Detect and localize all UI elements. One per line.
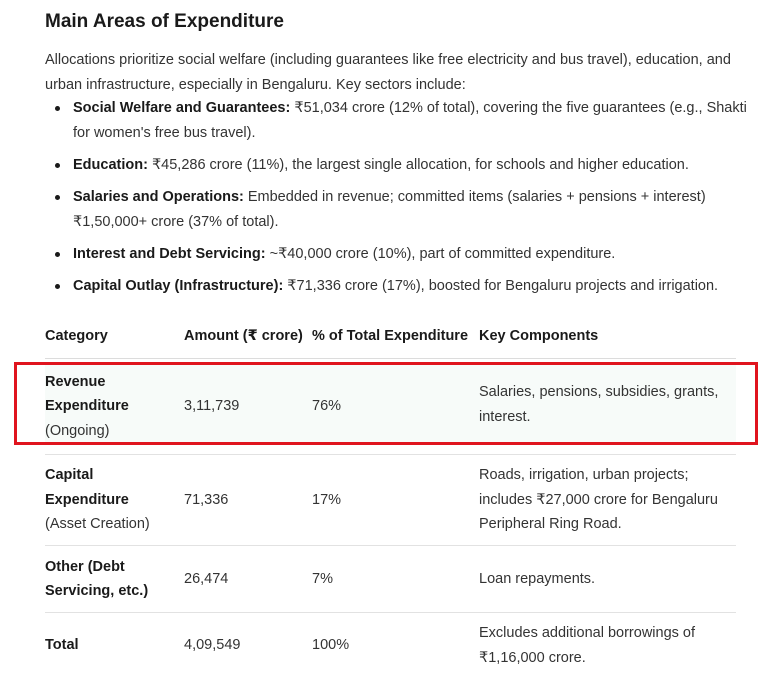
- category-name: Revenue Expenditure: [45, 373, 129, 415]
- list-item-text: ₹45,286 crore (11%), the largest single allocation, for schools and higher education.: [147, 157, 689, 173]
- list-item: [73, 274, 753, 299]
- cell-percent: 17%: [312, 455, 479, 546]
- list-item-label: Salaries and Operations:: [73, 189, 244, 205]
- table-row: [45, 546, 736, 613]
- cell-amount: 3,11,739: [184, 359, 312, 455]
- category-name: Capital Expenditure: [45, 467, 129, 508]
- cell-components: Roads, irrigation, urban projects; includes ₹27,000 crore for Bengaluru Peripheral Ring Road.: [479, 455, 736, 546]
- cell-amount: 4,09,549: [184, 637, 241, 654]
- category-name: Other (Debt Servicing, etc.): [45, 558, 149, 599]
- header-amount: Amount (₹ crore): [184, 315, 312, 359]
- table-row-total: [45, 613, 736, 679]
- table-row: [45, 455, 736, 546]
- cell-percent: 76%: [312, 359, 479, 455]
- list-item: [73, 153, 753, 178]
- header-percent: % of Total Expenditure: [312, 315, 479, 359]
- list-item-text: Embedded in revenue; committed items (salaries + pensions + interest) ₹1,50,000+ crore (37% of total).: [73, 189, 706, 230]
- highlight-box: [14, 362, 758, 445]
- section-heading: Main Areas of Expenditure: [45, 11, 284, 32]
- category-note: (Ongoing): [45, 422, 110, 439]
- category-name: Total: [45, 637, 79, 654]
- list-item-label: Education:: [73, 157, 148, 173]
- cell-category: [45, 546, 184, 613]
- cell-components: Salaries, pensions, subsidies, grants, interest.: [479, 359, 736, 455]
- cell-category: [45, 455, 184, 546]
- cell-percent: 100%: [312, 637, 350, 654]
- list-item-label: Interest and Debt Servicing:: [73, 246, 266, 262]
- cell-components: Excludes additional borrowings of ₹1,16,000 crore.: [479, 625, 696, 666]
- header-category: Category: [45, 315, 184, 359]
- cell-percent: 7%: [312, 546, 479, 613]
- list-item-text: ₹51,034 crore (12% of total), covering the five guarantees (e.g., Shakti for women's free bus travel).: [73, 100, 747, 141]
- intro-paragraph: Allocations prioritize social welfare (including guarantees like free electricity and bus travel), education, and urban infrastructure, especially in Bengaluru. Key sectors include:: [45, 52, 731, 93]
- cell-amount: 71,336: [184, 455, 312, 546]
- table-header-row: [45, 315, 736, 359]
- list-item-label: Capital Outlay (Infrastructure):: [73, 278, 284, 294]
- cell-amount: 26,474: [184, 546, 312, 613]
- list-item: [73, 242, 753, 267]
- category-note: (Asset Creation): [45, 516, 150, 533]
- list-item: [73, 96, 753, 146]
- key-sectors-list: [45, 96, 753, 306]
- list-item: [73, 185, 753, 235]
- cell-components: Loan repayments.: [479, 546, 736, 613]
- cell-category: [45, 613, 184, 679]
- list-item-text: ~₹40,000 crore (10%), part of committed expenditure.: [265, 246, 616, 262]
- list-item-label: Social Welfare and Guarantees:: [73, 100, 291, 116]
- header-components: Key Components: [479, 315, 736, 359]
- list-item-text: ₹71,336 crore (17%), boosted for Bengaluru projects and irrigation.: [283, 278, 719, 294]
